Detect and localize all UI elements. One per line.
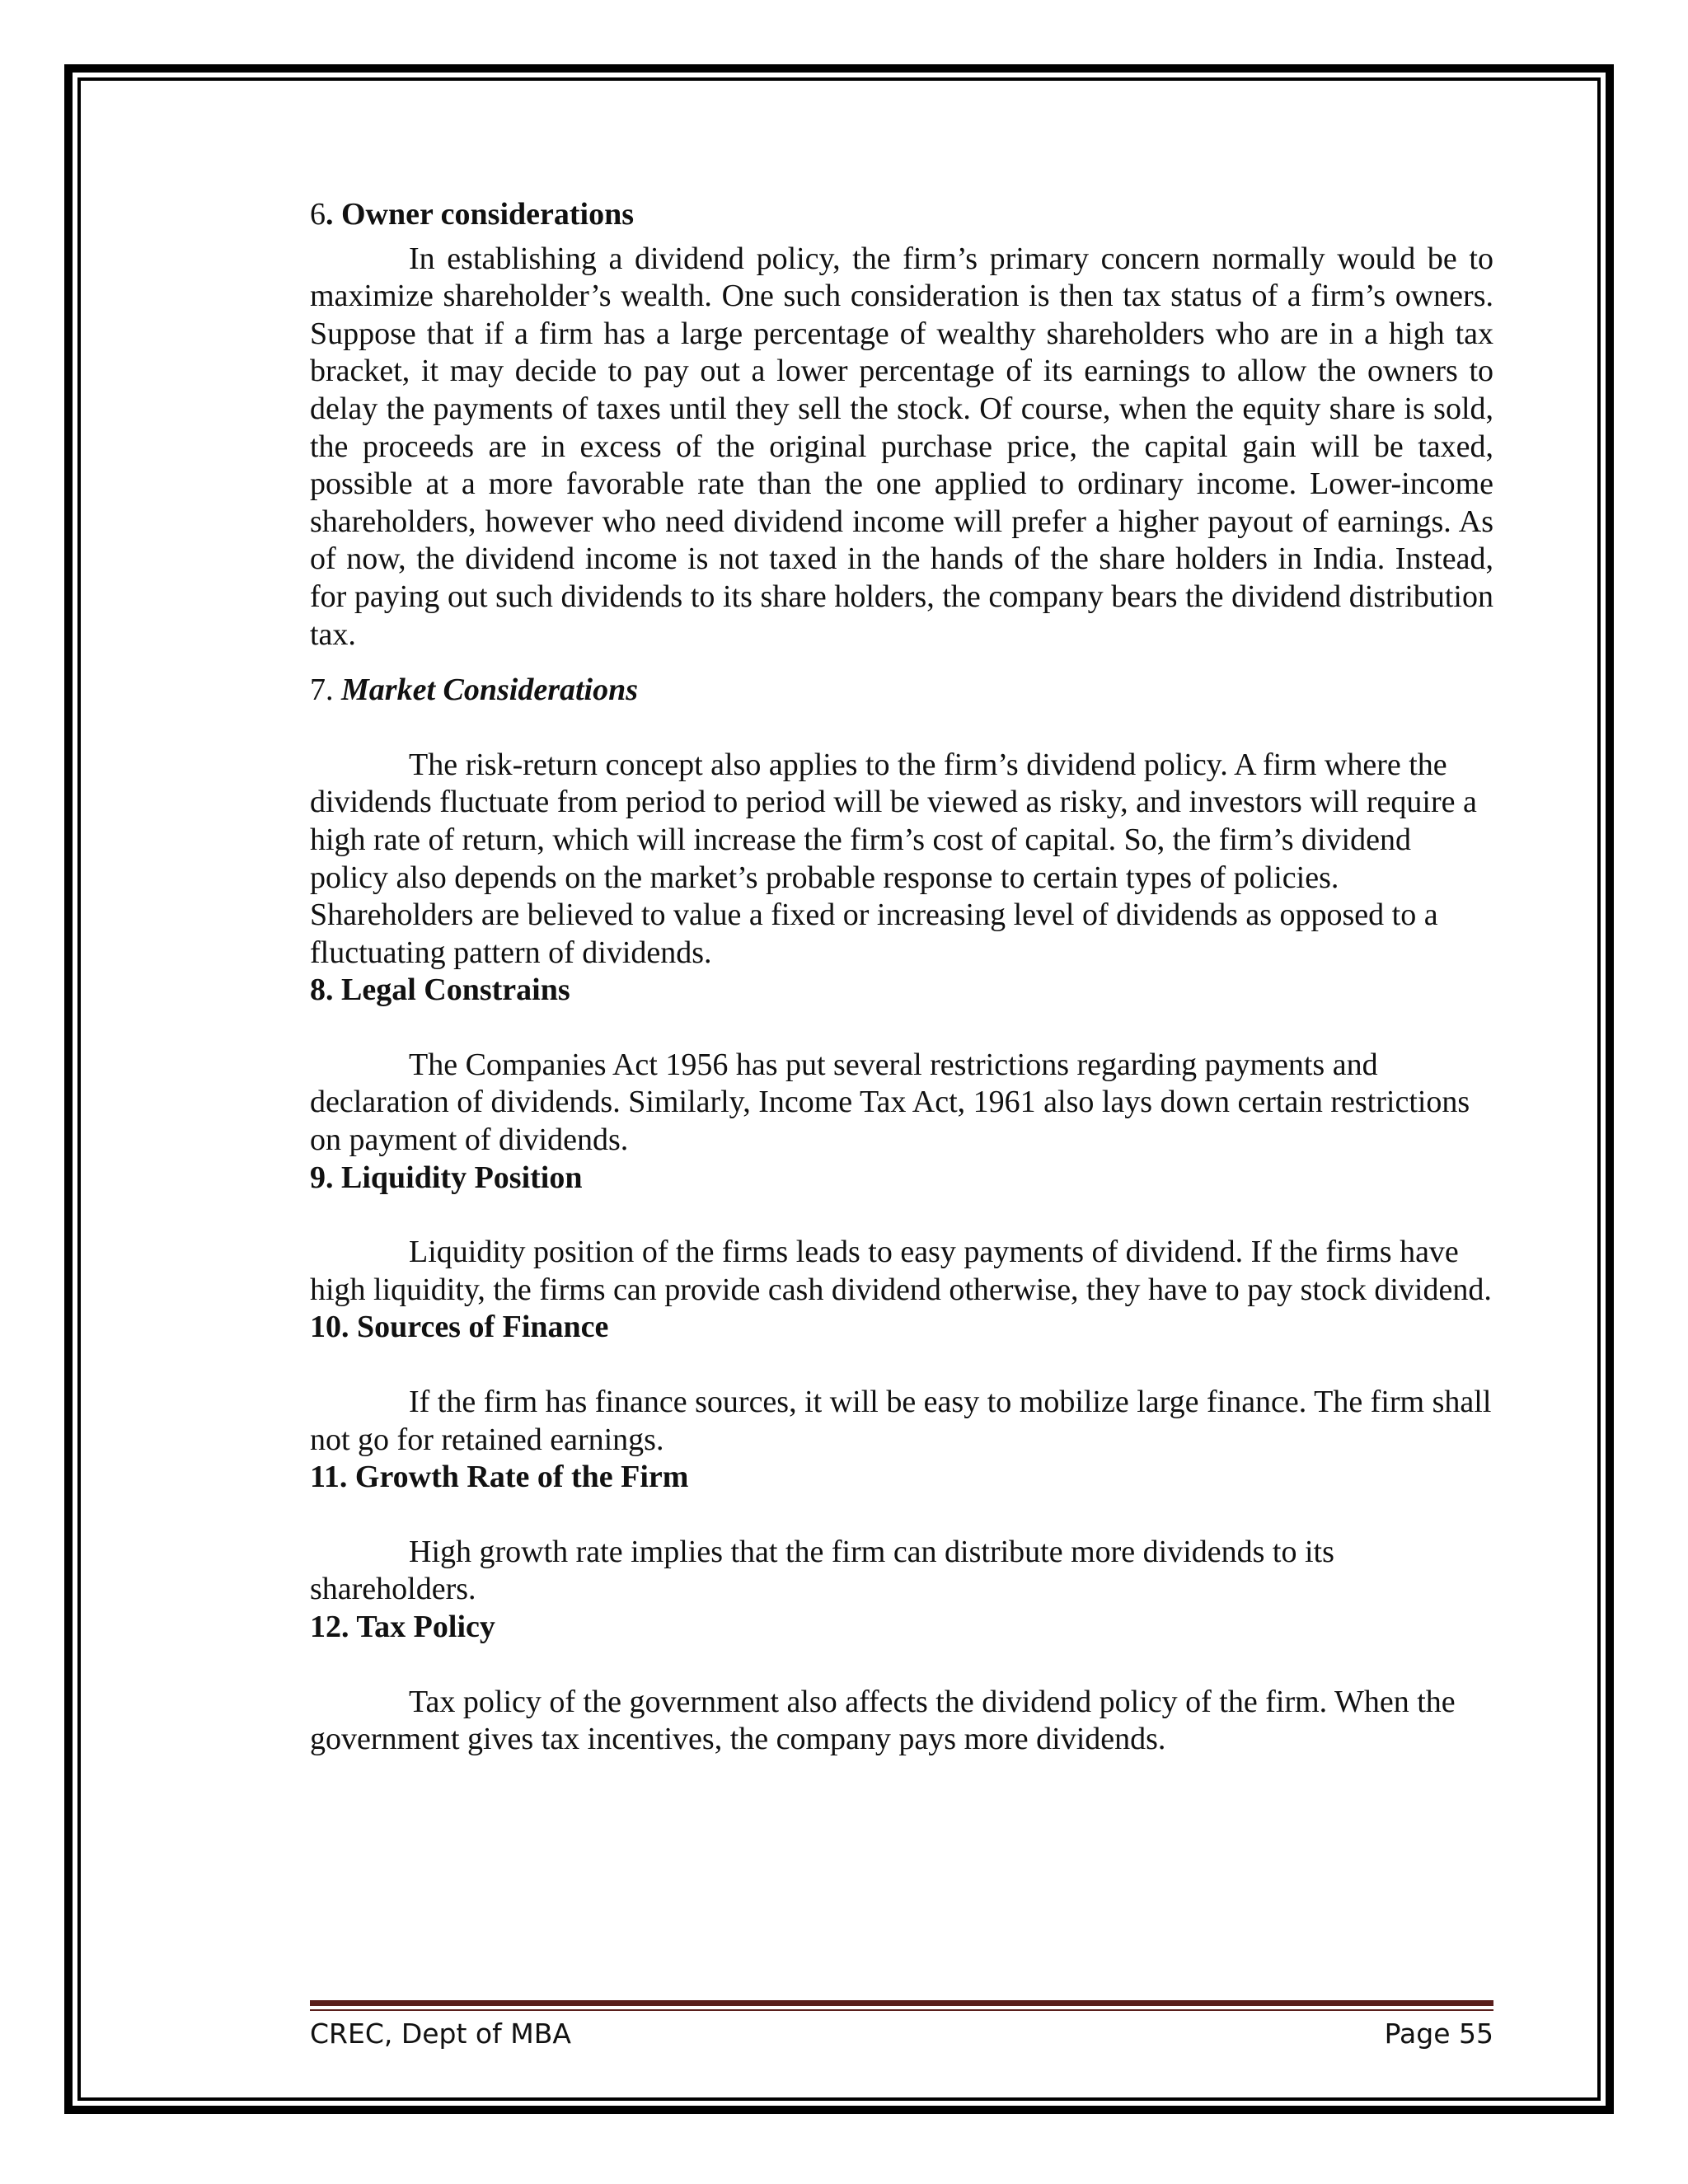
section-11-title: 11. Growth Rate of the Firm [310, 1460, 689, 1495]
section-9-heading [310, 1160, 1493, 1197]
section-10-heading [310, 1309, 1493, 1347]
page-footer [310, 2018, 1493, 2050]
section-7-title: Market Considerations [341, 673, 639, 708]
section-8-heading [310, 972, 1493, 1010]
footer-department: CREC, Dept of MBA [310, 2018, 571, 2050]
footer-divider-thin [310, 2009, 1493, 2011]
section-9-body: Liquidity position of the firms leads to easy payments of dividend. If the firms have high liquidity, the firms can provide cash dividend otherwise, they have to pay stock dividend. [310, 1235, 1492, 1307]
section-12-heading [310, 1609, 1493, 1647]
section-6-body: In establishing a dividend policy, the firm’s primary concern normally would be to maximize shareholder’s wealth. One such consideration is then tax status of a firm’s owners. Suppose that if a firm has a large percentage of wealthy shareholders who are in a high tax bracket, it may decide to pay out a lower percentage of its earnings to allow the owners to delay the payments of taxes until they sell the stock. Of course, when the equity share is sold, the proceeds are in excess of the original purchase price, the capital gain will be taxed, possible at a more favorable rate than the one applied to ordinary income. Lower-income shareholders, however who need dividend income will prefer a higher payout of earnings. As of now, the dividend income is not taxed in the hands of the share holders in India. Instead, for paying out such dividends to its share holders, the company bears the dividend distribution tax. [310, 241, 1493, 652]
footer-divider [310, 2000, 1493, 2011]
section-10-title: 10. Sources of Finance [310, 1310, 609, 1345]
footer-divider-thick [310, 2000, 1493, 2006]
section-6-number: 6 [310, 197, 326, 232]
section-6-heading [310, 196, 1493, 234]
section-7-heading [310, 672, 1493, 710]
section-11-heading [310, 1459, 1493, 1497]
section-10-body: If the firm has finance sources, it will be easy to mobilize large finance. The firm shall not go for retained earnings. [310, 1385, 1492, 1457]
section-7-number: 7. [310, 673, 341, 708]
section-12-title: 12. Tax Policy [310, 1610, 495, 1644]
section-11-body: High growth rate implies that the firm can distribute more dividends to its shareholders. [310, 1534, 1334, 1607]
section-7-body: The risk-return concept also applies to the firm’s dividend policy. A firm where the dividends fluctuate from period to period will be viewed as risky, and investors will require a high rate of return, which will increase the firm’s cost of capital. So, the firm’s dividend policy also depends on the market’s probable response to certain types of policies. Shareholders are believed to value a fixed or increasing level of dividends as opposed to a fluctuating pattern of dividends. [310, 747, 1477, 970]
page-body [310, 196, 1493, 1759]
section-8-title: 8. Legal Constrains [310, 972, 570, 1008]
section-8-body: The Companies Act 1956 has put several restrictions regarding payments and declaration of dividends. Similarly, Income Tax Act, 1961 also lays down certain restrictions on payment of dividends. [310, 1047, 1470, 1158]
section-6-title: . Owner considerations [326, 197, 635, 232]
section-9-title: 9. Liquidity Position [310, 1160, 583, 1195]
footer-page-number: Page 55 [1384, 2018, 1493, 2050]
section-12-body: Tax policy of the government also affects the dividend policy of the firm. When the government gives tax incentives, the company pays more dividends. [310, 1684, 1456, 1757]
